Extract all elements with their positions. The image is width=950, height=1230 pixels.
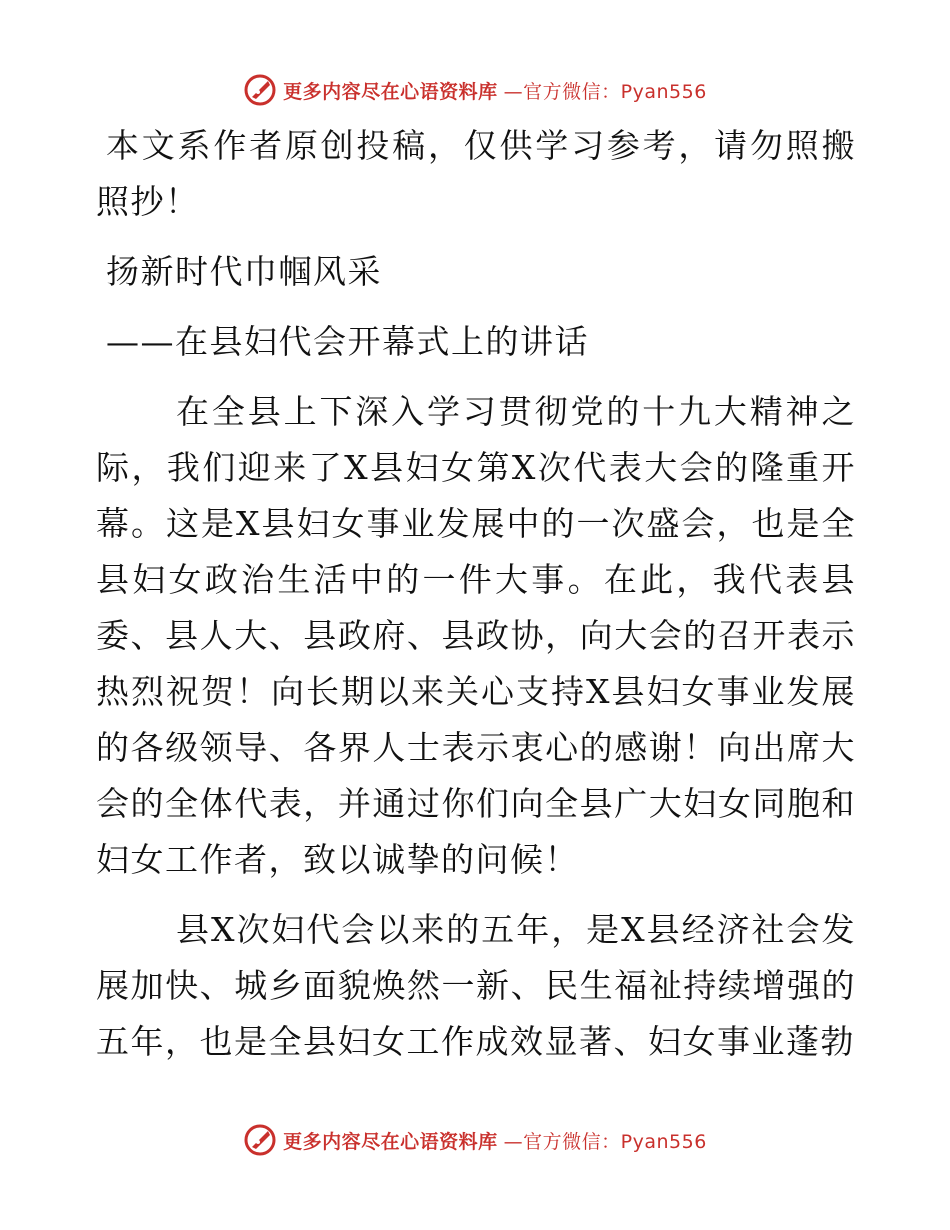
document-title: 扬新时代巾帼风采 bbox=[106, 252, 382, 291]
quill-circle-icon bbox=[243, 73, 277, 107]
header-watermark bbox=[0, 70, 950, 110]
watermark-text: 更多内容尽在心语资料库 bbox=[283, 1130, 498, 1153]
watermark-text: 更多内容尽在心语资料库 bbox=[283, 80, 498, 103]
body-paragraph: 县X次妇代会以来的五年，是X县经济社会发展加快、城乡面貌焕然一新、民生福祉持续增强的五年，也是全县妇女工作成效显著、妇女事业蓬勃 bbox=[96, 910, 856, 1061]
watermark-contact: —官方微信：Pyan556 bbox=[503, 80, 707, 103]
footer-watermark bbox=[0, 1120, 950, 1160]
document-body bbox=[96, 118, 856, 1084]
body-paragraph: 在全县上下深入学习贯彻党的十九大精神之际，我们迎来了X县妇女第X次代表大会的隆重开幕。这是X县妇女事业发展中的一次盛会，也是全县妇女政治生活中的一件大事。在此，我代表县委、县人大、县政府、县政协，向大会的召开表示热烈祝贺！向长期以来关心支持X县妇女事业发展的各级领导、各界人士表示衷心的感谢！向出席大会的全体代表，并通过你们向全县广大妇女同胞和妇女工作者，致以诚挚的问候！ bbox=[96, 392, 856, 879]
watermark-contact: —官方微信：Pyan556 bbox=[503, 1130, 707, 1153]
copyright-notice: 本文系作者原创投稿，仅供学习参考，请勿照搬照抄！ bbox=[96, 126, 856, 221]
quill-circle-icon bbox=[243, 1123, 277, 1157]
document-subtitle: ——在县妇代会开幕式上的讲话 bbox=[106, 322, 589, 361]
